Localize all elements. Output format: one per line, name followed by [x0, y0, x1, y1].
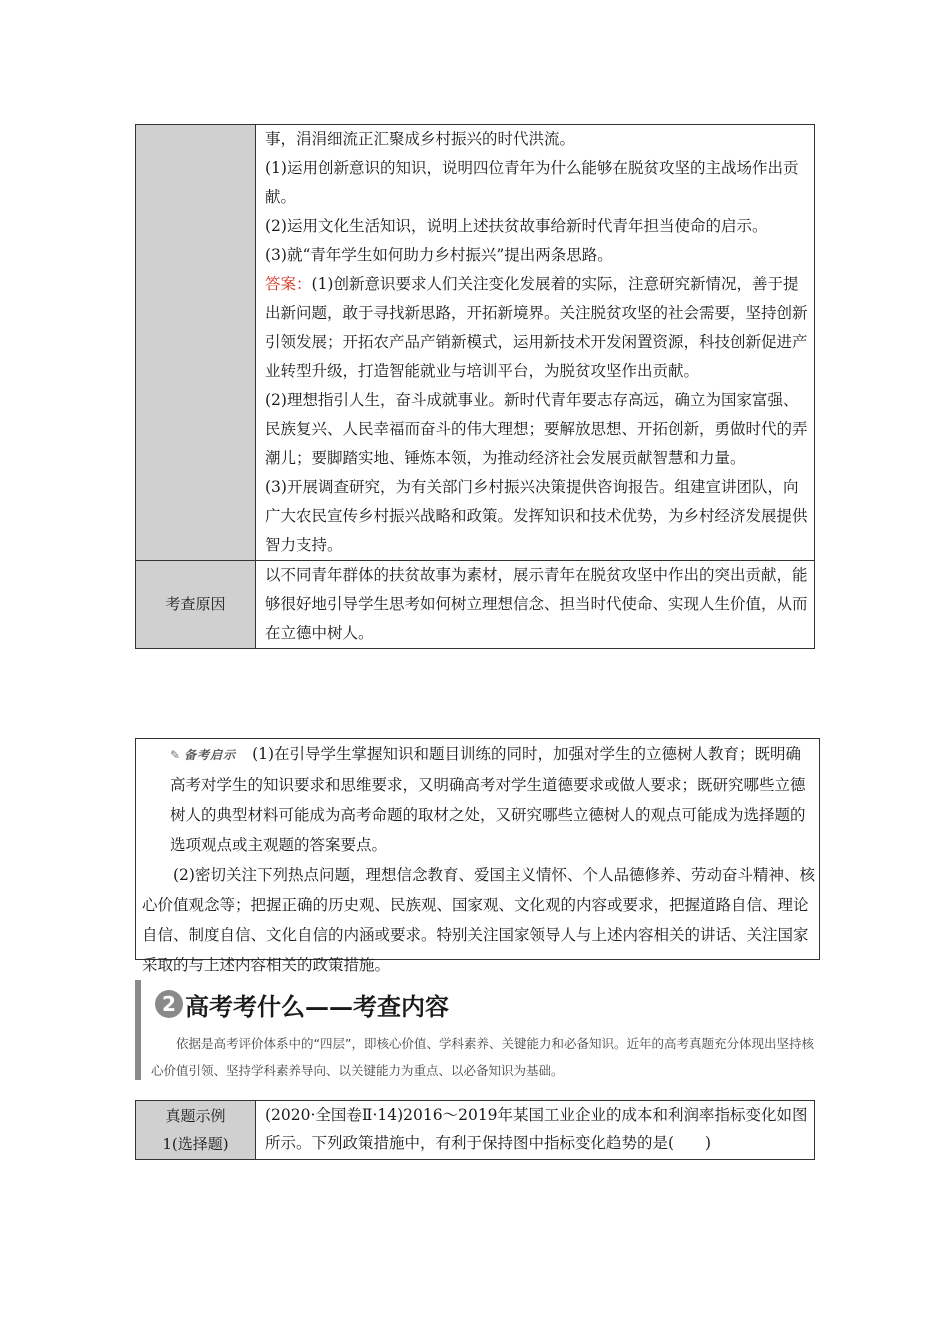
section-title: 高考考什么——考查内容: [185, 991, 449, 1021]
question-3: (3)就“青年学生如何助力乡村振兴”提出两条思路。: [265, 246, 613, 264]
prep-tips-box: [135, 738, 820, 974]
reason-label: 考查原因: [136, 561, 256, 649]
answer-1-text: (1)创新意识要求人们关注变化发展着的实际，注意研究新情况，善于提出新问题，敢于寻找新思路，开拓新境界。关注脱贫攻坚的社会需要，坚持创新引领发展；开拓农产品产销新模式，运用新技术开发闲置资源，科技创新促进产业转型升级，打造智能就业与培训平台，为脱贫攻坚作出贡献。: [265, 275, 808, 380]
question-line: 事，涓涓细流正汇聚成乡村振兴的时代洪流。: [265, 130, 576, 148]
example-table: [135, 1100, 815, 1160]
prep-para-1: ✎ 备考启示 (1)在引导学生掌握知识和题目训练的同时，加强对学生的立德树人教育；既明确高考对学生的知识要求和思维要求，又明确高考对学生道德要求或做人要求；既研究哪些立德树人的典型材料可能成为高考命题的取材之处，又研究哪些立德树人的观点可能成为选择题的选项观点或主观题的答案要点。: [142, 739, 815, 860]
question-1: (1)运用创新意识的知识，说明四位青年为什么能够在脱贫攻坚的主战场作出贡献。: [265, 159, 799, 206]
table-label-cell-empty: [136, 125, 256, 561]
answer-2: (2)理想指引人生，奋斗成就事业。新时代青年要志存高远，确立为国家富强、民族复兴、人民幸福而奋斗的伟大理想；要解放思想、开拓创新，勇做时代的弄潮儿；要脚踏实地、锤炼本领，为推动经济社会发展贡献智慧和力量。: [265, 391, 808, 467]
example-label: 真题示例 1(选择题): [136, 1101, 256, 1160]
question-2: (2)运用文化生活知识，说明上述扶贫故事给新时代青年担当使命的启示。: [265, 217, 768, 235]
section-heading: [155, 986, 449, 1022]
reason-text: 以不同青年群体的扶贫故事为素材，展示青年在脱贫攻坚中作出的突出贡献，能够很好地引导学生思考如何树立理想信念、担当时代使命、实现人生价值，从而在立德中树人。: [256, 561, 815, 649]
answer-3: (3)开展调查研究，为有关部门乡村振兴决策提供咨询报告。组建宣讲团队，向广大农民宣传乡村振兴战略和政策。发挥知识和技术优势，为乡村经济发展提供智力支持。: [265, 478, 808, 554]
prep-para-2: (2)密切关注下列热点问题，理想信念教育、爱国主义情怀、个人品德修养、劳动奋斗精神、核心价值观念等；把握正确的历史观、民族观、国家观、文化观的内容或要求，把握道路自信、理论自信、制度自信、文化自信的内涵或要求。特别关注国家领导人与上述内容相关的讲话、关注国家采取的与上述内容相关的政策措施。: [142, 866, 815, 974]
question-answer-cell: [256, 125, 815, 561]
answer-label: 答案：: [265, 275, 312, 293]
answer-1: [265, 270, 808, 386]
question-answer-table: [135, 124, 815, 649]
ribbon-icon: ✎: [170, 748, 182, 762]
prep-badge: ✎ 备考启示: [170, 740, 236, 770]
section-block: [135, 980, 825, 1080]
section-number-icon: 2: [155, 990, 183, 1018]
section-description: 依据是高考评价体系中的“四层”，即核心价值、学科素养、关键能力和必备知识。近年的高考真题充分体现出坚持核心价值引领、坚持学科素养导向、以关键能力为重点、以必备知识为基础。: [151, 1036, 814, 1078]
example-question: (2020·全国卷Ⅱ·14)2016～2019年某国工业企业的成本和利润率指标变化如图所示。下列政策措施中，有利于保持图中指标变化趋势的是( ): [256, 1101, 815, 1160]
